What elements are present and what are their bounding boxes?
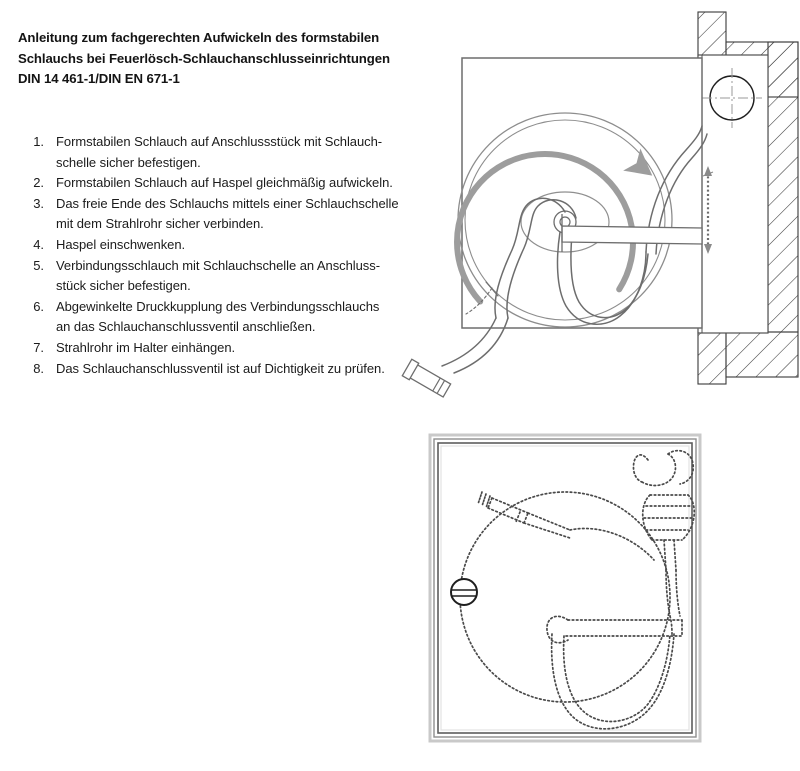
step-text (56, 359, 418, 380)
title-line-3: DIN 14 461-1/DIN EN 671-1 (18, 71, 180, 86)
title-line-1: Anleitung zum fachgerechten Aufwickeln des formstabilen (18, 30, 380, 45)
page-title (18, 28, 418, 90)
step-line: schelle sicher befestigen. (56, 154, 201, 170)
step-text (56, 256, 418, 297)
step-text (56, 297, 418, 338)
list-item (18, 256, 418, 297)
step-line: stück sicher befestigen. (56, 278, 191, 294)
step-number: 8. (33, 360, 44, 376)
step-number: 2. (33, 175, 44, 191)
step-line: Formstabilen Schlauch auf Anschlussstück mit Schlauch- (56, 134, 383, 149)
step-number: 6. (33, 298, 44, 314)
step-line: Verbindungsschlauch mit Schlauchschelle an Anschluss- (56, 257, 380, 273)
instruction-text-column (18, 28, 418, 376)
list-item (18, 173, 418, 194)
step-line: Strahlrohr im Halter einhängen. (56, 339, 236, 355)
step-text (56, 235, 418, 256)
step-number: 4. (33, 236, 44, 252)
step-line: Das freie Ende des Schlauchs mittels einer Schlauchschelle (56, 195, 399, 211)
step-line: an das Schlauchanschlussventil anschließen. (56, 319, 316, 335)
list-item (18, 297, 418, 338)
step-number: 7. (33, 339, 44, 355)
step-text (56, 173, 418, 194)
list-item (18, 235, 418, 256)
step-line: Abgewinkelte Druckkupplung des Verbindungsschlauchs (56, 298, 380, 314)
step-number: 1. (33, 134, 44, 149)
figure-hose-cabinet-front-view (420, 420, 800, 771)
list-item (18, 338, 418, 359)
step-text (56, 338, 418, 359)
list-item (18, 194, 418, 235)
step-number: 3. (33, 195, 44, 211)
door-lock (451, 579, 477, 605)
step-number: 5. (33, 257, 44, 273)
step-line: Haspel einschwenken. (56, 236, 186, 252)
step-line: Das Schlauchanschlussventil ist auf Dichtigkeit zu prüfen. (56, 360, 385, 376)
step-line: mit dem Strahlrohr sicher verbinden. (56, 216, 264, 232)
step-text (56, 132, 418, 173)
step-text (56, 194, 418, 235)
instruction-steps-list (18, 132, 418, 379)
list-item (18, 132, 418, 173)
step-line: Formstabilen Schlauch auf Haspel gleichmäßig aufwickeln. (56, 175, 393, 191)
list-item (18, 359, 418, 380)
figure-hose-reel-side-view (380, 0, 800, 410)
title-line-2: Schlauchs bei Feuerlösch-Schlauchanschlusseinrichtungen (18, 50, 390, 66)
